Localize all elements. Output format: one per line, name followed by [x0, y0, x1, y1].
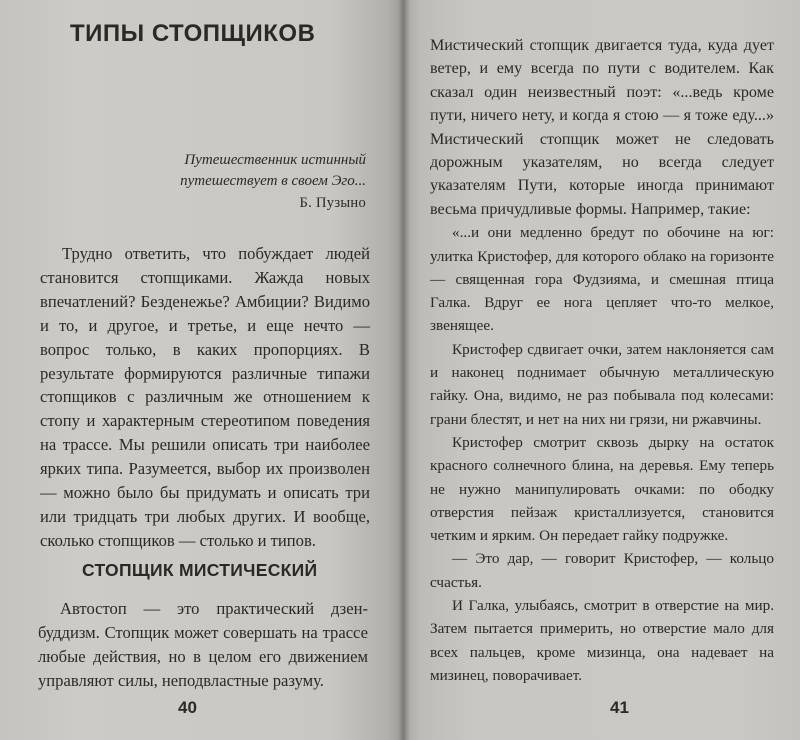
epigraph [116, 150, 366, 192]
left-body-text-2 [38, 597, 368, 693]
paragraph: Кристофер смотрит сквозь дырку на остаток красного солнечного блина, на деревья. Ему теперь не нужно манипулировать очками: по ободку отверстия пейзаж кристаллизуется, становится четким и ярким. Он передает гайку подружке. [430, 433, 774, 545]
section-title: СТОПЩИК МИСТИЧЕСКИЙ [82, 560, 318, 580]
left-body-text [40, 242, 370, 553]
epigraph-author: Б. Пузыно [299, 195, 366, 211]
paragraph: — Это дар, — говорит Кристофер, — кольцо счастья. [430, 550, 774, 591]
right-body-text [430, 34, 774, 687]
paragraph: «...и они медленно бредут по обочине на юг: улитка Кристофер, для которого облако на горизонте — священная гора Фудзияма, и смешная птица Галка. Вдруг ее нога цепляет что-то мелкое, звенящее. [430, 224, 774, 335]
paragraph: Мистический стопщик двигается туда, куда дует ветер, и ему всегда по пути с водителем. Как сказал один неизвестный поэт: «...ведь кроме пути, ничего нету, и когда я стою — я тоже еду...» Мистический стопщик может не следовать дорожным указателям, но всегда следует указателям Пути, которые иногда принимают весьма причудливые формы. Например, такие: [430, 37, 774, 218]
paragraph: И Галка, улыбаясь, смотрит в отверстие на мир. Затем пытается примерить, но отверстие мало для всех пальцев, кроме мизинца, она надевает на мизинец, поворачивает. [430, 597, 774, 684]
epigraph-line: путешествует в своем Эго... [180, 173, 366, 189]
epigraph-line: Путешественник истинный [184, 152, 366, 168]
paragraph: Трудно ответить, что побуждает людей становится стопщиками. Жажда новых впечатлений? Безденежье? Амбиции? Видимо и то, и другое, и третье, и еще нечто — вопрос только, в каких пропорциях. В результате формируются различные типажи стопщиков с различным же отношением к стопу и характерным стереотипом поведения на трассе. Мы решили описать три наиболее ярких типа. Разумеется, выбор их произволен — можно было бы придумать и описать три или тридцать три любых других. И вообще, сколько стопщиков — столько и типов. [40, 244, 370, 550]
book-gutter [398, 0, 410, 740]
paragraph: Автостоп — это практический дзен-буддизм. Стопщик может совершать на трассе любые действия, но в целом его движением управляют силы, неподвластные разуму. [38, 599, 368, 690]
right-page [404, 0, 800, 740]
paragraph: Кристофер сдвигает очки, затем наклоняется сам и наконец поднимает обычную металлическую гайку. Она, видимо, не раз побывала под колесами: грани блестят, и нет на них ни грязи, ни ржавчины. [430, 340, 774, 428]
page-number-right: 41 [610, 698, 629, 717]
chapter-title: ТИПЫ СТОПЩИКОВ [70, 20, 316, 47]
page-number-left: 40 [178, 698, 197, 717]
